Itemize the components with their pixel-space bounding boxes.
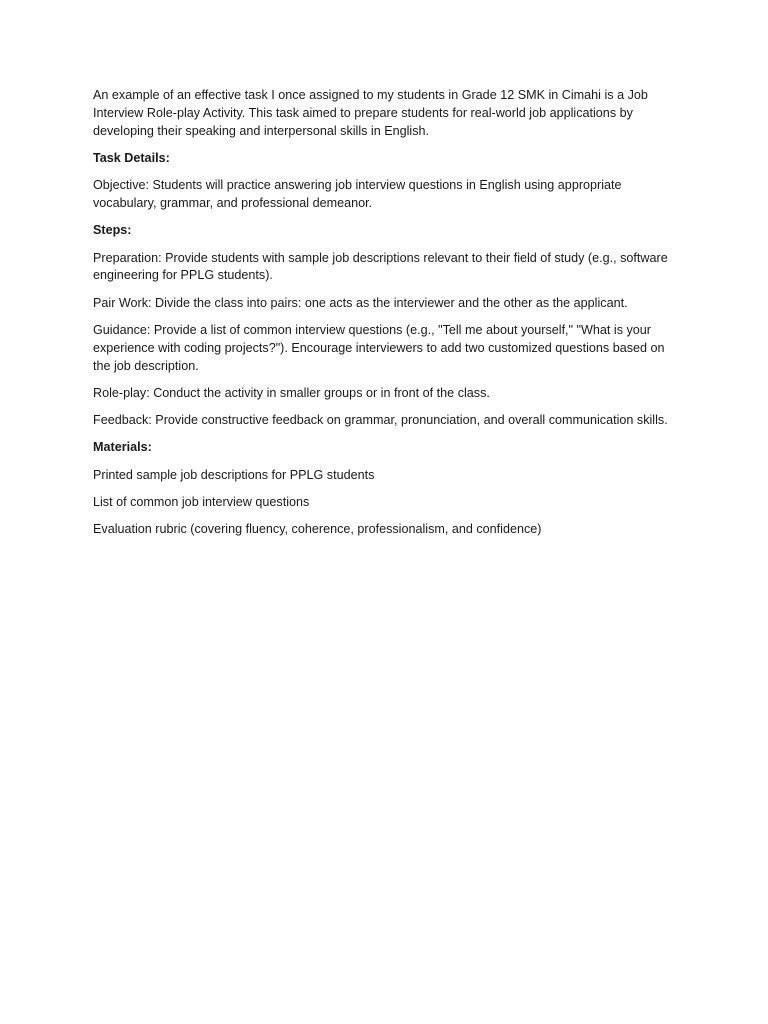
objective-paragraph: Objective: Students will practice answering job interview questions in English using appropriate vocabulary, grammar, and professional demeanor. (93, 178, 622, 210)
step-feedback: Feedback: Provide constructive feedback on grammar, pronunciation, and overall communication skills. (93, 413, 668, 428)
task-details-heading: Task Details: (93, 150, 170, 165)
step-preparation: Preparation: Provide students with sample job descriptions relevant to their field of study (e.g., software engineering for PPLG students). (93, 250, 668, 283)
step-guidance: Guidance: Provide a list of common interview questions (e.g., "Tell me about yourself," "What is your experience with coding projects?"). Encourage interviewers to add two customized questions based on the job description. (93, 322, 665, 373)
material-item: List of common job interview questions (93, 495, 310, 510)
step-pair-work: Pair Work: Divide the class into pairs: one acts as the interviewer and the other as the applicant. (93, 295, 628, 310)
intro-paragraph: An example of an effective task I once assigned to my students in Grade 12 SMK in Cimahi is a Job Interview Role-play Activity. This task aimed to prepare students for real-world job applications by developing their speaking and interpersonal skills in English. (93, 88, 648, 138)
materials-heading: Materials: (93, 440, 152, 455)
material-item: Evaluation rubric (covering fluency, coherence, professionalism, and confidence) (93, 522, 542, 537)
material-item: Printed sample job descriptions for PPLG students (93, 467, 375, 482)
step-role-play: Role-play: Conduct the activity in smaller groups or in front of the class. (93, 385, 490, 400)
document-body (93, 87, 673, 549)
steps-heading: Steps: (93, 223, 132, 238)
